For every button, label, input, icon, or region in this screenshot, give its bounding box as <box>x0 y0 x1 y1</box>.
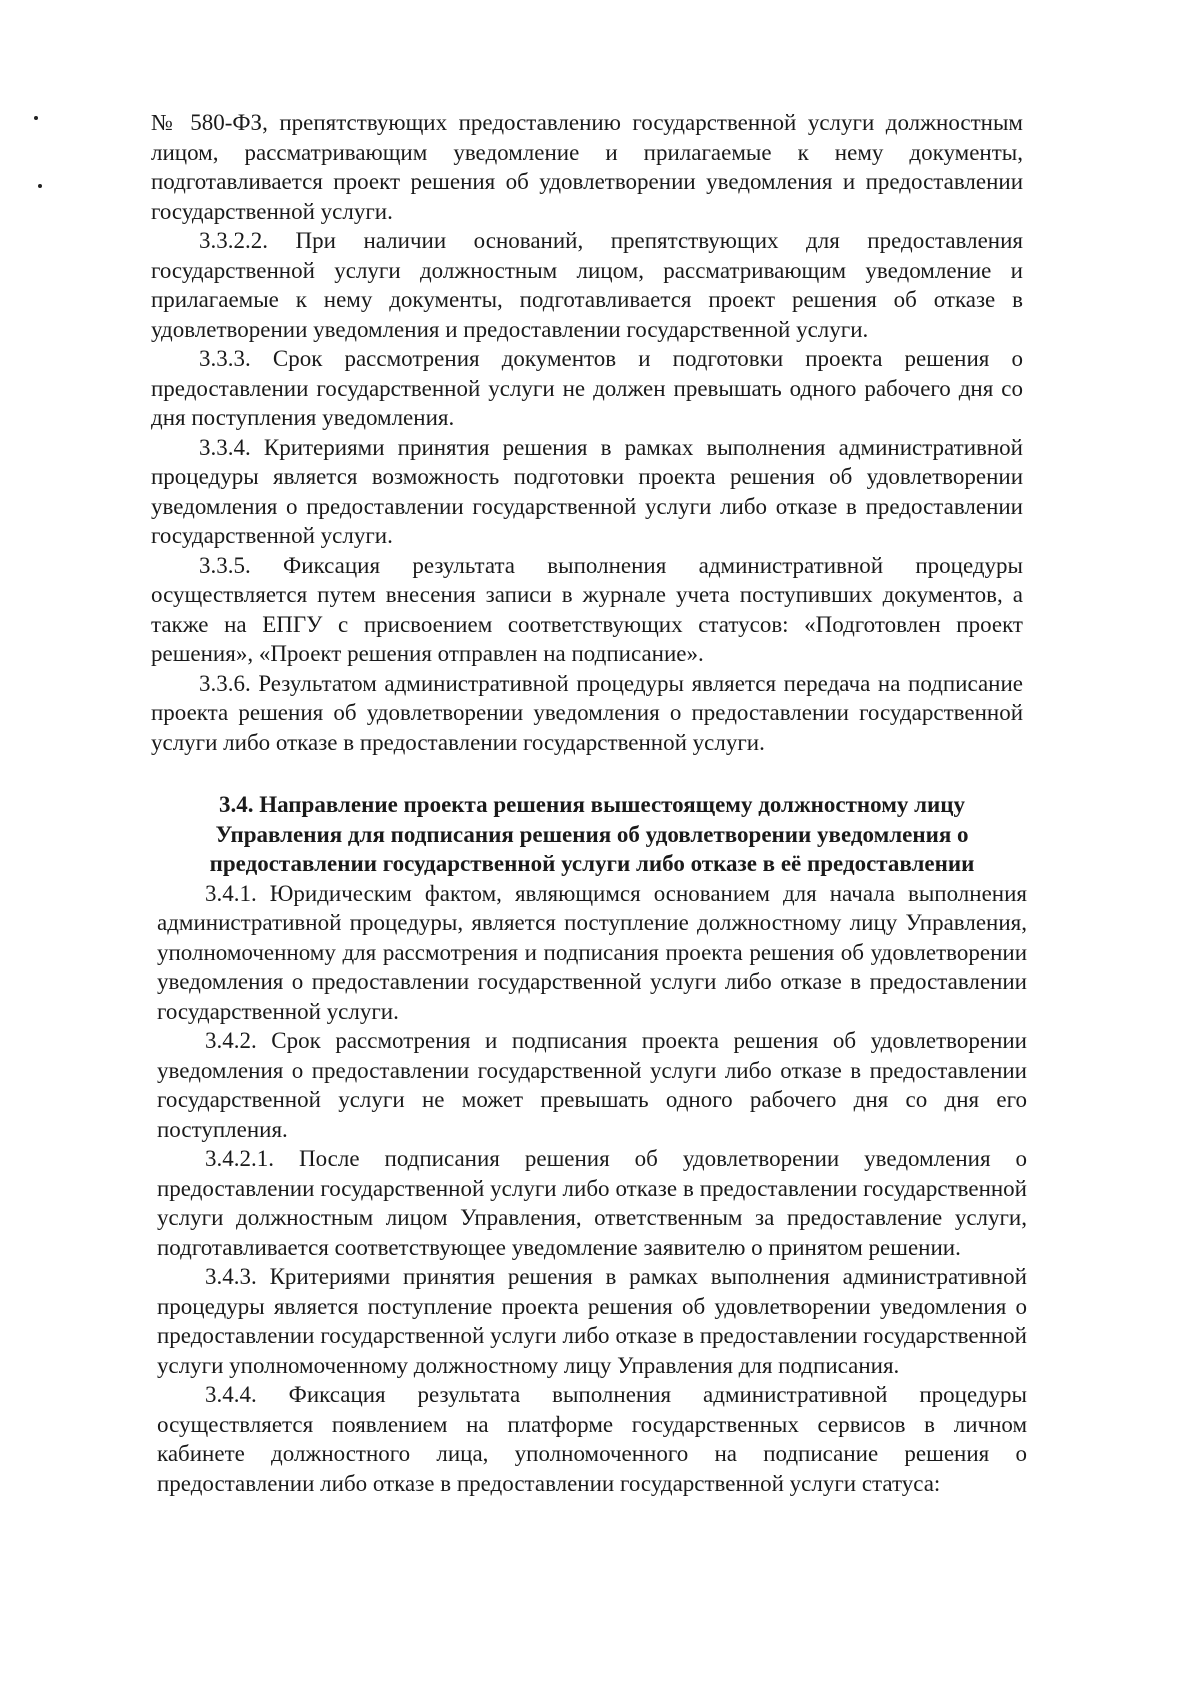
paragraph-continuation: № 580-ФЗ, препятствующих предоставлению государственной услуги должностным лицом, рассматривающим уведомление и прилагаемые к нему документы, подготавливается проект решения об удовлетворении уведомления и предоставлении государственной услуги. <box>151 110 1023 224</box>
section-heading: 3.4. Направление проекта решения вышестоящему должностному лицу Управления для подписания решения об удовлетворении уведомления о предоставлении государственной услуги либо отказе в её предоставлении <box>209 792 975 876</box>
paragraph-3-4-1: 3.4.1. Юридическим фактом, являющимся основанием для начала выполнения административной процедуры, является поступление должностному лицу Управления, уполномоченному для рассмотрения и подписания проекта решения об удовлетворении уведомления о предоставлении государственной услуги либо отказе в предоставлении государственной услуги. <box>157 880 1027 1024</box>
paragraph-3-3-4: 3.3.4. Критериями принятия решения в рамках выполнения административной процедуры является возможность подготовки проекта решения об удовлетворении уведомления о предоставлении государственной услуги либо отказе в предоставлении государственной услуги. <box>151 434 1023 548</box>
scan-artifact-dot <box>34 116 38 120</box>
paragraph-3-3-5: 3.3.5. Фиксация результата выполнения административной процедуры осуществляется путем внесения записи в журнале учета поступивших документов, а также на ЕПГУ с присвоением соответствующих статусов: «Подготовлен проект решения», «Проект решения отправлен на подписание». <box>151 552 1023 666</box>
paragraph-3-3-3: 3.3.3. Срок рассмотрения документов и подготовки проекта решения о предоставлении государственной услуги не должен превышать одного рабочего дня со дня поступления уведомления. <box>151 346 1023 430</box>
paragraph-3-4-2: 3.4.2. Срок рассмотрения и подписания проекта решения об удовлетворении уведомления о предоставлении государственной услуги либо отказе в предоставлении государственной услуги не может превышать одного рабочего дня со дня его поступления. <box>157 1028 1027 1142</box>
section-3-3-continuation <box>151 108 1023 757</box>
paragraph-3-3-6: 3.3.6. Результатом административной процедуры является передача на подписание проекта решения об удовлетворении уведомления о предоставлении государственной услуги либо отказе в предоставлении государственной услуги. <box>151 670 1023 755</box>
scan-artifact-dot <box>38 184 42 188</box>
section-3-4 <box>157 790 1027 1498</box>
paragraph-3-4-2-1: 3.4.2.1. После подписания решения об удовлетворении уведомления о предоставлении государственной услуги либо отказе в предоставлении государственной услуги должностным лицом Управления, ответственным за предоставление услуги, подготавливается соответствующее уведомление заявителю о принятом решении. <box>157 1146 1027 1260</box>
paragraph-3-3-2-2: 3.3.2.2. При наличии оснований, препятствующих для предоставления государственной услуги должностным лицом, рассматривающим уведомление и прилагаемые к нему документы, подготавливается проект решения об отказе в удовлетворении уведомления и предоставлении государственной услуги. <box>151 228 1023 342</box>
paragraph-3-4-3: 3.4.3. Критериями принятия решения в рамках выполнения административной процедуры является поступление проекта решения об удовлетворении уведомления о предоставлении государственной услуги либо отказе в предоставлении государственной услуги уполномоченному должностному лицу Управления для подписания. <box>157 1264 1027 1378</box>
paragraph-3-4-4: 3.4.4. Фиксация результата выполнения административной процедуры осуществляется появлением на платформе государственных сервисов в личном кабинете должностного лица, уполномоченного на подписание решения о предоставлении либо отказе в предоставлении государственной услуги статуса: <box>157 1382 1027 1496</box>
